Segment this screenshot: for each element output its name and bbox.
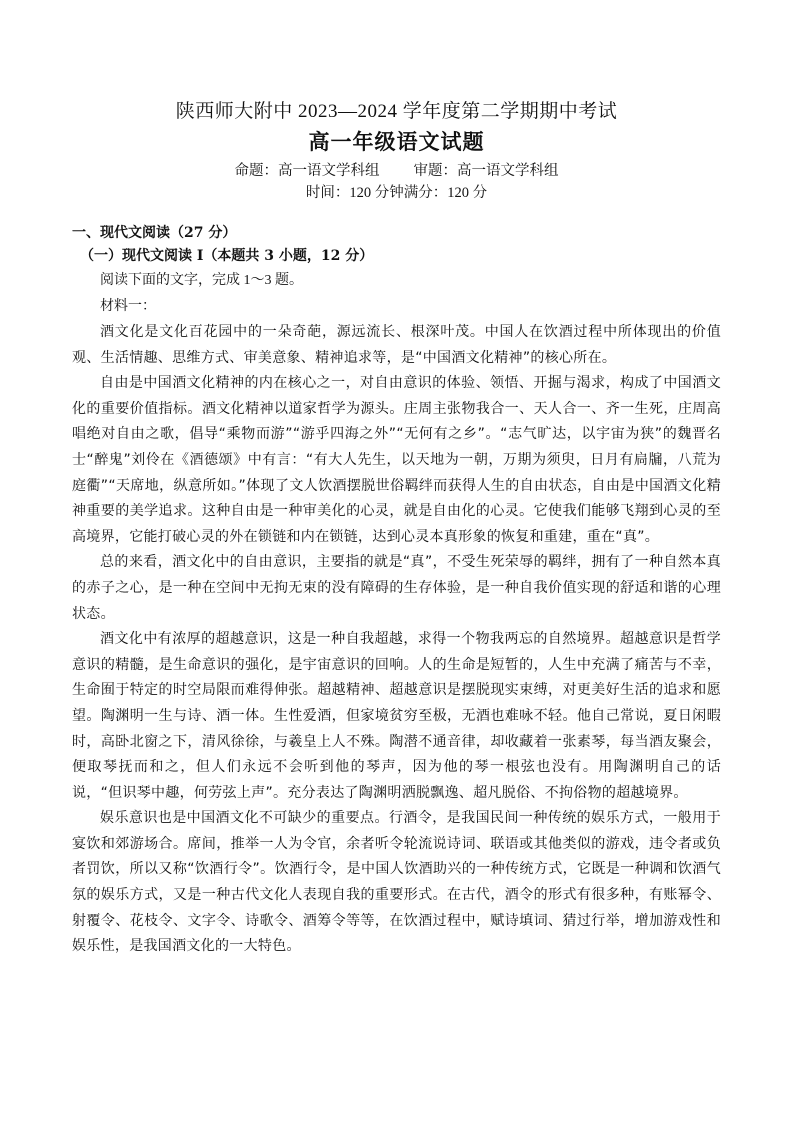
setter-reviewer-line [72, 160, 721, 182]
section-heading: 一、现代文阅读（27 分） [72, 225, 237, 241]
instruction-text: 阅读下面的文字，完成 1～3 题。 [100, 273, 303, 288]
subsection-heading: （一）现代文阅读 I（本题共 3 小题，12 分） [80, 248, 374, 264]
paragraph-2: 自由是中国酒文化精神的内在核心之一，对自由意识的体验、领悟、开掘与渴求，构成了中国酒文化的重要价值指标。酒文化精神以道家哲学为源头。庄周主张物我合一、天人合一、齐一生死，庄周高唱绝对自由之歌，倡导“乘物而游”“游乎四海之外”“无何有之乡”。“志气旷达，以宇宙为狭”的魏晋名士“醉鬼”刘伶在《酒德颂》中有言：“有大人先生，以天地为一朝，万期为须臾，日月有扃牖，八荒为庭衢”“天席地，纵意所如。”体现了文人饮酒摆脱世俗羁绊而获得人生的自由状态，自由是中国酒文化精神重要的美学追求。这种自由是一种审美化的心灵，就是自由化的心灵。它使我们能够飞翔到心灵的至高境界，它能打破心灵的外在锁链和内在锁链，达到心灵本真形象的恢复和重建，重在“真”。 [72, 375, 721, 545]
paragraph-5: 娱乐意识也是中国酒文化不可缺少的重要点。行酒令，是我国民间一种传统的娱乐方式，一般用于宴饮和郊游场合。席间，推举一人为令官，余者听令轮流说诗词、联语或其他类似的游戏，违令者或负者罚饮，所以又称“饮酒行令”。饮酒行令，是中国人饮酒助兴的一种传统方式，它既是一种调和饮酒气氛的娱乐方式，又是一种古代文化人表现自我的重要形式。在古代，酒令的形式有很多种，有账幂令、射覆令、花枝令、文字令、诗歌令、酒筹令等等，在饮酒过程中，赋诗填词、猜过行举，增加游戏性和娱乐性，是我国酒文化的一大特色。 [72, 810, 721, 955]
time-score-line: 时间：120 分钟满分：120 分 [305, 185, 488, 201]
paragraph-1: 酒文化是文化百花园中的一朵奇葩，源远流长、根深叶茂。中国人在饮酒过程中所体现出的价值观、生活情趣、思维方式、审美意象、精神追求等，是“中国酒文化精神”的核心所在。 [72, 324, 721, 366]
material-label: 材料一： [100, 299, 156, 314]
paragraph-3: 总的来看，酒文化中的自由意识，主要指的就是“真”，不受生死荣辱的羁绊，拥有了一种自然本真的赤子之心，是一种在空间中无拘无束的没有障碍的生存体验，是一种自我价值实现的舒适和谐的心理状态。 [72, 554, 721, 622]
setter-text: 命题：高一语文学科组 [234, 163, 380, 179]
paragraph-4: 酒文化中有浓厚的超越意识，这是一种自我超越，求得一个物我两忘的自然境界。超越意识是哲学意识的精髓，是生命意识的强化，是宇宙意识的回响。人的生命是短暂的，人生中充满了痛苦与不幸，生命囿于特定的时空局限而难得伸张。超越精神、超越意识是摆脱现实束缚，对更美好生活的追求和愿望。陶渊明一生与诗、酒一体。生性爱酒，但家境贫穷至极，无酒也难咏不轻。他自己常说，夏日闲暇时，高卧北窗之下，清风徐徐，与羲皇上人不殊。陶潜不通音律，却收藏着一张素琴，每当酒友聚会，便取琴抚而和之，但人们永远不会听到他的琴声，因为他的琴一根弦也没有。用陶渊明自己的话说，“但识琴中趣，何劳弦上声”。充分表达了陶渊明洒脱飘逸、超凡脱俗、不拘俗物的超越境界。 [72, 631, 721, 801]
exam-subtitle: 高一年级语文试题 [308, 129, 485, 154]
exam-title: 陕西师大附中 2023—2024 学年度第二学期期中考试 [175, 101, 618, 122]
reviewer-text: 审题：高一语文学科组 [413, 163, 559, 179]
